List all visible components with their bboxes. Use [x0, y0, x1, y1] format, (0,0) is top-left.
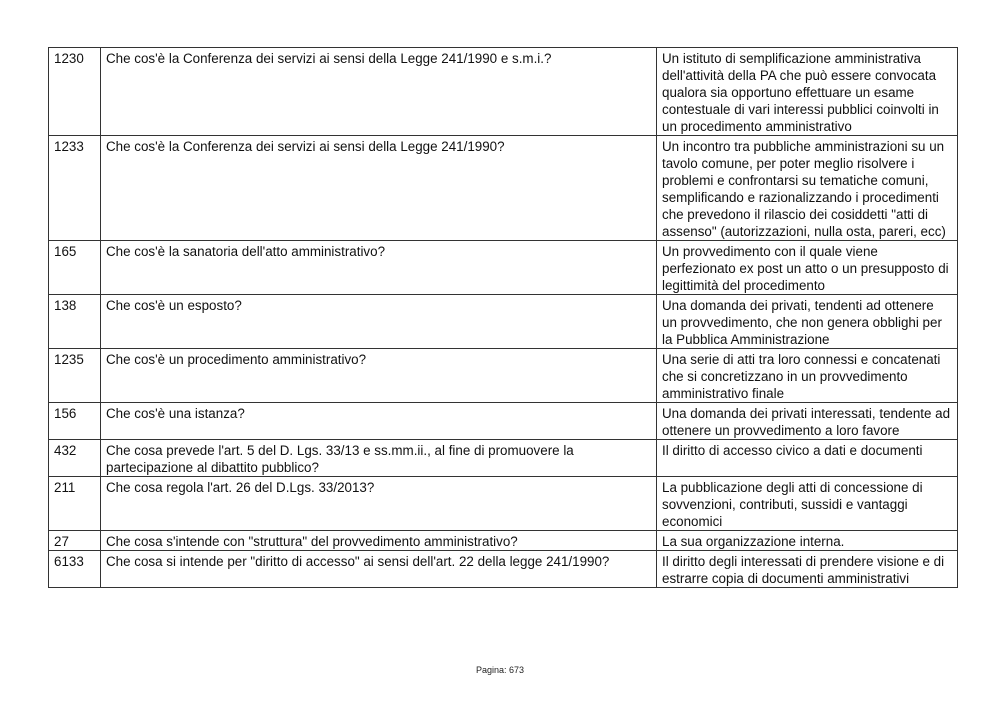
table-row	[49, 403, 958, 440]
question-id: 27	[49, 531, 101, 551]
table-row	[49, 295, 958, 349]
question-text: Che cos'è un esposto?	[101, 295, 657, 349]
table-row	[49, 48, 958, 136]
question-text: Che cosa s'intende con "struttura" del provvedimento amministrativo?	[101, 531, 657, 551]
question-table	[48, 47, 958, 588]
question-id: 1230	[49, 48, 101, 136]
table-row	[49, 440, 958, 477]
question-id: 156	[49, 403, 101, 440]
question-text: Che cos'è una istanza?	[101, 403, 657, 440]
question-text: Che cos'è un procedimento amministrativo?	[101, 349, 657, 403]
answer-text: Il diritto di accesso civico a dati e documenti	[657, 440, 958, 477]
answer-text: Un provvedimento con il quale viene perfezionato ex post un atto o un presupposto di legittimità del procedimento	[657, 241, 958, 295]
question-text: Che cosa prevede l'art. 5 del D. Lgs. 33/13 e ss.mm.ii., al fine di promuovere la partecipazione al dibattito pubblico?	[101, 440, 657, 477]
table-row	[49, 551, 958, 588]
answer-text: Il diritto degli interessati di prendere visione e di estrarre copia di documenti amministrativi	[657, 551, 958, 588]
question-text: Che cosa si intende per "diritto di accesso" ai sensi dell'art. 22 della legge 241/1990?	[101, 551, 657, 588]
table-row	[49, 531, 958, 551]
answer-text: Una domanda dei privati interessati, tendente ad ottenere un provvedimento a loro favore	[657, 403, 958, 440]
question-id: 211	[49, 477, 101, 531]
question-id: 138	[49, 295, 101, 349]
question-text: Che cos'è la Conferenza dei servizi ai sensi della Legge 241/1990 e s.m.i.?	[101, 48, 657, 136]
table-row	[49, 241, 958, 295]
question-id: 6133	[49, 551, 101, 588]
question-id: 1235	[49, 349, 101, 403]
question-text: Che cos'è la Conferenza dei servizi ai sensi della Legge 241/1990?	[101, 136, 657, 241]
answer-text: Una serie di atti tra loro connessi e concatenati che si concretizzano in un provvedimento amministrativo finale	[657, 349, 958, 403]
table-row	[49, 477, 958, 531]
question-id: 165	[49, 241, 101, 295]
question-text: Che cosa regola l'art. 26 del D.Lgs. 33/2013?	[101, 477, 657, 531]
question-id: 1233	[49, 136, 101, 241]
answer-text: Un istituto di semplificazione amministrativa dell'attività della PA che può essere convocata qualora sia opportuno effettuare un esame contestuale di vari interessi pubblici coinvolti in un procedimento amministrativo	[657, 48, 958, 136]
question-text: Che cos'è la sanatoria dell'atto amministrativo?	[101, 241, 657, 295]
answer-text: Una domanda dei privati, tendenti ad ottenere un provvedimento, che non genera obblighi per la Pubblica Amministrazione	[657, 295, 958, 349]
answer-text: Un incontro tra pubbliche amministrazioni su un tavolo comune, per poter meglio risolvere i problemi e confrontarsi su tematiche comuni, semplificando e razionalizzando i procedimenti che prevedono il rilascio dei cosiddetti "atti di assenso" (autorizzazioni, nulla osta, pareri, ecc)	[657, 136, 958, 241]
table-row	[49, 349, 958, 403]
answer-text: La sua organizzazione interna.	[657, 531, 958, 551]
answer-text: La pubblicazione degli atti di concessione di sovvenzioni, contributi, sussidi e vantaggi economici	[657, 477, 958, 531]
question-id: 432	[49, 440, 101, 477]
page-number: Pagina: 673	[475, 665, 525, 675]
table-row	[49, 136, 958, 241]
